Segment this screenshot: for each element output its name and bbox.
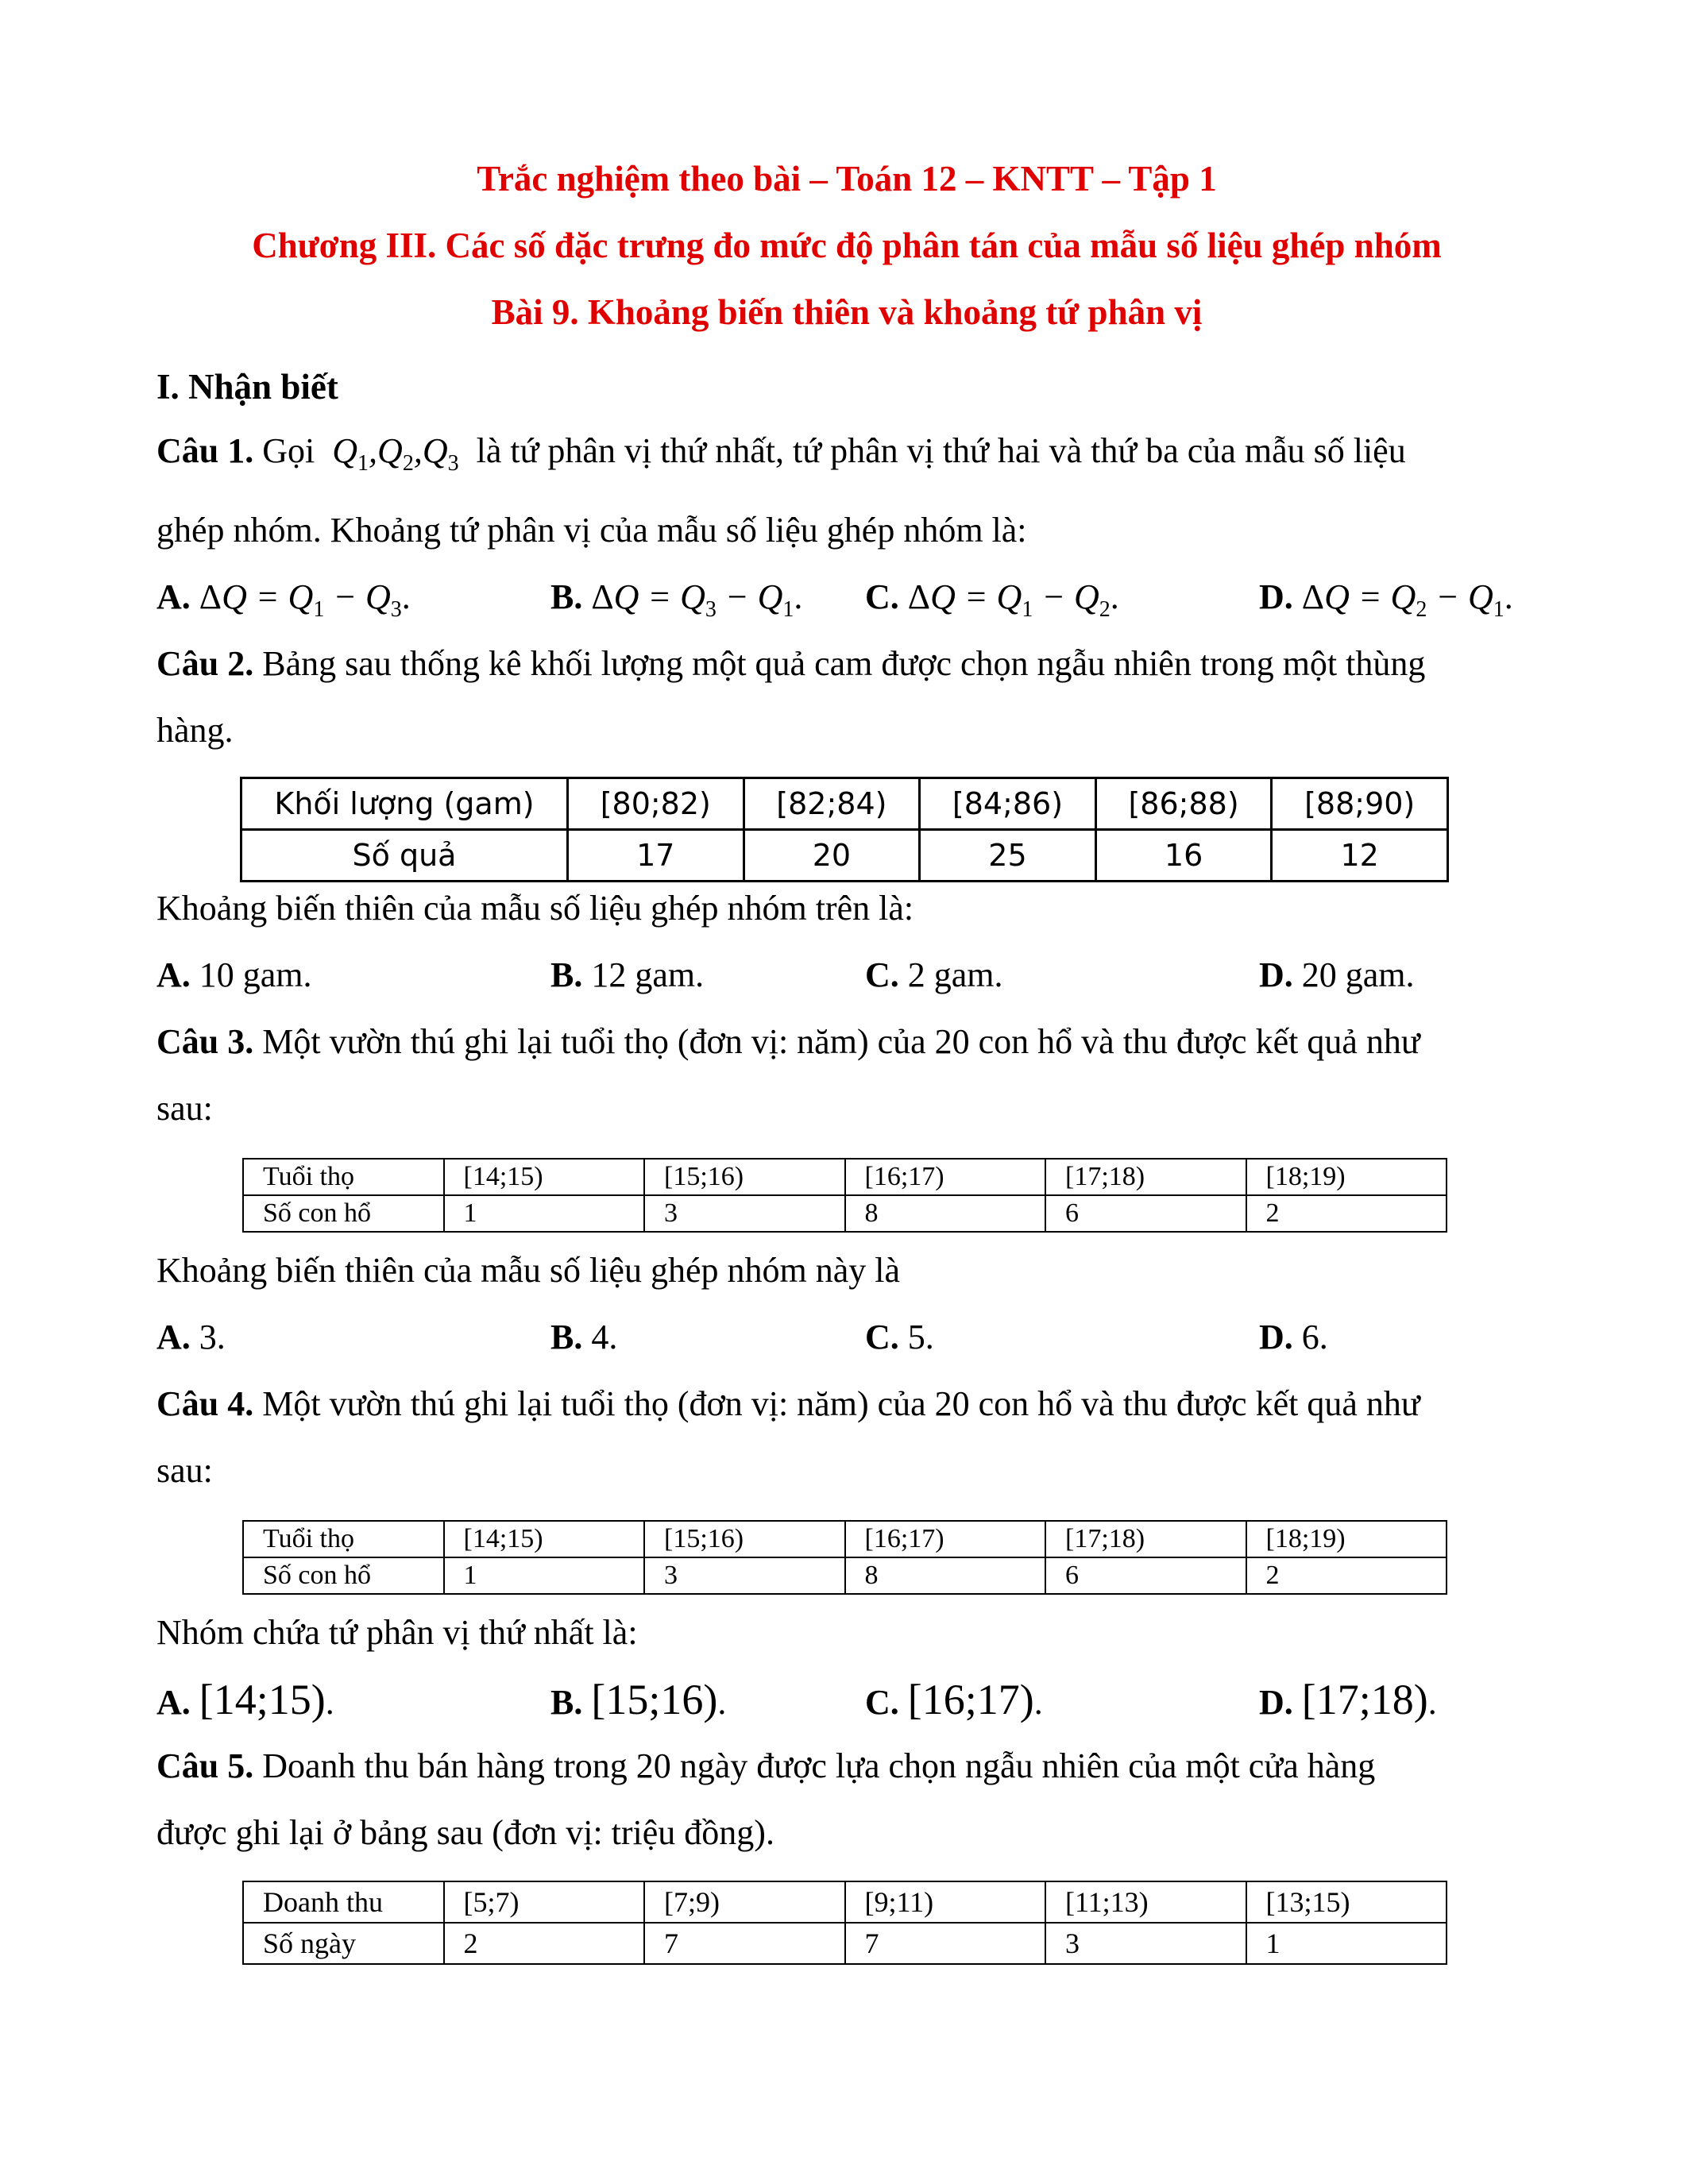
- question-3-option-c[interactable]: [865, 1304, 934, 1371]
- table-header-cell: Số quả: [241, 829, 568, 881]
- table-cell: 3: [644, 1195, 845, 1232]
- question-3-label: Câu 3.: [156, 1021, 254, 1061]
- table-cell: 20: [744, 829, 920, 881]
- table-cell: [16;17): [845, 1521, 1046, 1557]
- question-5: [156, 1733, 1537, 1800]
- question-1-quartiles: $Q_1,Q_2,Q_3$: [323, 431, 459, 476]
- option-letter: D.: [1259, 1682, 1293, 1722]
- option-text: 12 gam.: [582, 955, 705, 994]
- question-5-text: Doanh thu bán hàng trong 20 ngày được lựa chọn ngẫu nhiên của một cửa hàng: [262, 1746, 1376, 1785]
- question-2-options: [156, 942, 1537, 1009]
- table-cell: 2: [1246, 1557, 1447, 1594]
- option-text: [17;18): [1301, 1675, 1428, 1723]
- table-cell: [80;82): [568, 778, 744, 829]
- option-text: 3.: [190, 1317, 226, 1356]
- section-heading: I. Nhận biết: [156, 367, 338, 407]
- option-letter: D.: [1259, 955, 1293, 994]
- option-letter: A.: [156, 577, 191, 616]
- question-2-question: Khoảng biến thiên của mẫu số liệu ghép nhóm trên là:: [156, 888, 914, 928]
- option-letter: B.: [550, 1317, 583, 1356]
- question-3-table-wrap: [156, 1142, 1537, 1237]
- table-row: [241, 829, 1448, 881]
- question-4-table-wrap: [156, 1504, 1537, 1599]
- question-1-option-d[interactable]: [1259, 564, 1513, 643]
- table-header-cell: Số con hổ: [243, 1195, 444, 1232]
- option-formula: $\Delta Q = Q_1 - Q_2$.: [907, 577, 1119, 622]
- table-row: [243, 1881, 1447, 1923]
- question-4-option-b[interactable]: B. [15;16).: [550, 1675, 727, 1723]
- table-cell: [18;19): [1246, 1159, 1447, 1195]
- tiger-lifespan-table: [242, 1158, 1447, 1233]
- table-cell: 3: [644, 1557, 845, 1594]
- table-cell: 1: [1246, 1923, 1447, 1964]
- document-title: Trắc nghiệm theo bài – Toán 12 – KNTT – Tập 1: [477, 159, 1217, 199]
- table-cell: 2: [444, 1923, 645, 1964]
- question-1-option-a[interactable]: [156, 564, 411, 643]
- question-4-option-d[interactable]: D. [17;18).: [1259, 1675, 1437, 1723]
- option-letter: D.: [1259, 577, 1293, 616]
- option-letter: C.: [865, 955, 899, 994]
- table-row: [243, 1557, 1447, 1594]
- option-formula: $\Delta Q = Q_2 - Q_1$.: [1301, 577, 1513, 622]
- question-3-question: Khoảng biến thiên của mẫu số liệu ghép nhóm này là: [156, 1250, 900, 1290]
- table-cell: [17;18): [1045, 1159, 1246, 1195]
- table-row: [241, 778, 1448, 829]
- option-text: 4.: [582, 1317, 618, 1356]
- table-cell: [15;16): [644, 1521, 845, 1557]
- option-text: 10 gam.: [190, 955, 312, 994]
- table-cell: 8: [845, 1195, 1046, 1232]
- table-cell: [84;86): [920, 778, 1096, 829]
- question-1-text: là tứ phân vị thứ nhất, tứ phân vị thứ hai và thứ ba của mẫu số liệu: [476, 431, 1406, 470]
- table-header-cell: Tuổi thọ: [243, 1159, 444, 1195]
- option-letter: C.: [865, 1317, 899, 1356]
- question-4-option-a[interactable]: A. [14;15).: [156, 1675, 334, 1723]
- table-cell: 16: [1095, 829, 1272, 881]
- table-row: [243, 1521, 1447, 1557]
- tiger-lifespan-table: [242, 1520, 1447, 1595]
- question-1-label: Câu 1.: [156, 431, 254, 470]
- question-4: [156, 1371, 1537, 1437]
- table-cell: [14;15): [444, 1521, 645, 1557]
- table-cell: [86;88): [1095, 778, 1272, 829]
- table-cell: 6: [1045, 1557, 1246, 1594]
- table-header-cell: Số ngày: [243, 1923, 444, 1964]
- question-3-option-b[interactable]: [550, 1304, 617, 1371]
- option-formula: $\Delta Q = Q_1 - Q_3$.: [199, 577, 411, 622]
- option-letter: C.: [865, 577, 899, 616]
- table-header-cell: Doanh thu: [243, 1881, 444, 1923]
- table-cell: 2: [1246, 1195, 1447, 1232]
- question-4-label: Câu 4.: [156, 1383, 254, 1423]
- option-text: 20 gam.: [1292, 955, 1415, 994]
- question-3: [156, 1009, 1537, 1075]
- revenue-table: [242, 1881, 1447, 1965]
- question-1-option-b[interactable]: [550, 564, 802, 643]
- question-2-text: Bảng sau thống kê khối lượng một quả cam được chọn ngẫu nhiên trong một thùng: [262, 643, 1426, 683]
- option-letter: B.: [550, 955, 583, 994]
- question-2-option-a[interactable]: [156, 942, 312, 1009]
- option-letter: A.: [156, 1317, 191, 1356]
- table-header-cell: Khối lượng (gam): [241, 778, 568, 829]
- option-letter: A.: [156, 1682, 191, 1722]
- table-row: [243, 1923, 1447, 1964]
- question-3-option-d[interactable]: [1259, 1304, 1328, 1371]
- table-cell: [82;84): [744, 778, 920, 829]
- option-letter: D.: [1259, 1317, 1293, 1356]
- question-2-line2: hàng.: [156, 710, 234, 750]
- question-2-table-wrap: [156, 764, 1537, 875]
- table-cell: 1: [444, 1557, 645, 1594]
- table-cell: 1: [444, 1195, 645, 1232]
- table-cell: [7;9): [644, 1881, 845, 1923]
- question-1-options: [156, 564, 1537, 631]
- option-letter: B.: [550, 1682, 583, 1722]
- table-cell: [15;16): [644, 1159, 845, 1195]
- table-cell: 12: [1272, 829, 1448, 881]
- option-letter: B.: [550, 577, 583, 616]
- table-cell: 6: [1045, 1195, 1246, 1232]
- lesson-title: Bài 9. Khoảng biến thiên và khoảng tứ phân vị: [491, 292, 1203, 332]
- option-text: [14;15): [199, 1675, 326, 1723]
- table-cell: [17;18): [1045, 1521, 1246, 1557]
- table-row: [243, 1195, 1447, 1232]
- table-header-cell: Tuổi thọ: [243, 1521, 444, 1557]
- option-text: 2 gam.: [898, 955, 1003, 994]
- table-row: [243, 1159, 1447, 1195]
- table-cell: [16;17): [845, 1159, 1046, 1195]
- table-cell: [14;15): [444, 1159, 645, 1195]
- question-5-table-wrap: [156, 1866, 1537, 1962]
- table-cell: 8: [845, 1557, 1046, 1594]
- option-text: 5.: [898, 1317, 934, 1356]
- table-cell: [18;19): [1246, 1521, 1447, 1557]
- question-3-option-a[interactable]: [156, 1304, 226, 1371]
- question-3-options: [156, 1304, 1537, 1371]
- document-page: [156, 151, 1537, 1962]
- question-4-line2: sau:: [156, 1450, 213, 1490]
- option-text: [16;17): [907, 1675, 1034, 1723]
- table-cell: [9;11): [845, 1881, 1046, 1923]
- option-text: [15;16): [591, 1675, 718, 1723]
- option-letter: C.: [865, 1682, 899, 1722]
- table-cell: 7: [644, 1923, 845, 1964]
- table-cell: [11;13): [1045, 1881, 1246, 1923]
- question-1-line2: ghép nhóm. Khoảng tứ phân vị của mẫu số liệu ghép nhóm là:: [156, 510, 1027, 550]
- option-text: 6.: [1292, 1317, 1328, 1356]
- question-4-question: Nhóm chứa tứ phân vị thứ nhất là:: [156, 1612, 638, 1652]
- question-1-pre: Gọi: [262, 431, 315, 470]
- option-formula: $\Delta Q = Q_3 - Q_1$.: [591, 577, 803, 622]
- question-1: [156, 418, 1537, 497]
- question-4-text: Một vườn thú ghi lại tuổi thọ (đơn vị: năm) của 20 con hổ và thu được kết quả như: [262, 1383, 1420, 1423]
- table-cell: [5;7): [444, 1881, 645, 1923]
- question-5-line2: được ghi lại ở bảng sau (đơn vị: triệu đồng).: [156, 1812, 774, 1852]
- question-3-line2: sau:: [156, 1088, 213, 1128]
- question-2-option-b[interactable]: [550, 942, 704, 1009]
- table-cell: [88;90): [1272, 778, 1448, 829]
- question-1-option-c[interactable]: [865, 564, 1119, 643]
- table-cell: 25: [920, 829, 1096, 881]
- orange-weight-table: [240, 777, 1449, 882]
- question-4-options: [156, 1666, 1537, 1733]
- question-3-text: Một vườn thú ghi lại tuổi thọ (đơn vị: năm) của 20 con hổ và thu được kết quả như: [262, 1021, 1420, 1061]
- table-cell: 3: [1045, 1923, 1246, 1964]
- table-cell: [13;15): [1246, 1881, 1447, 1923]
- option-letter: A.: [156, 955, 191, 994]
- chapter-title: Chương III. Các số đặc trưng đo mức độ phân tán của mẫu số liệu ghép nhóm: [252, 226, 1442, 265]
- question-2-option-c[interactable]: [865, 942, 1003, 1009]
- table-cell: 17: [568, 829, 744, 881]
- question-2-option-d[interactable]: [1259, 942, 1415, 1009]
- question-4-option-c[interactable]: C. [16;17).: [865, 1675, 1043, 1723]
- table-cell: 7: [845, 1923, 1046, 1964]
- question-5-label: Câu 5.: [156, 1746, 254, 1785]
- question-2-label: Câu 2.: [156, 643, 254, 683]
- table-header-cell: Số con hổ: [243, 1557, 444, 1594]
